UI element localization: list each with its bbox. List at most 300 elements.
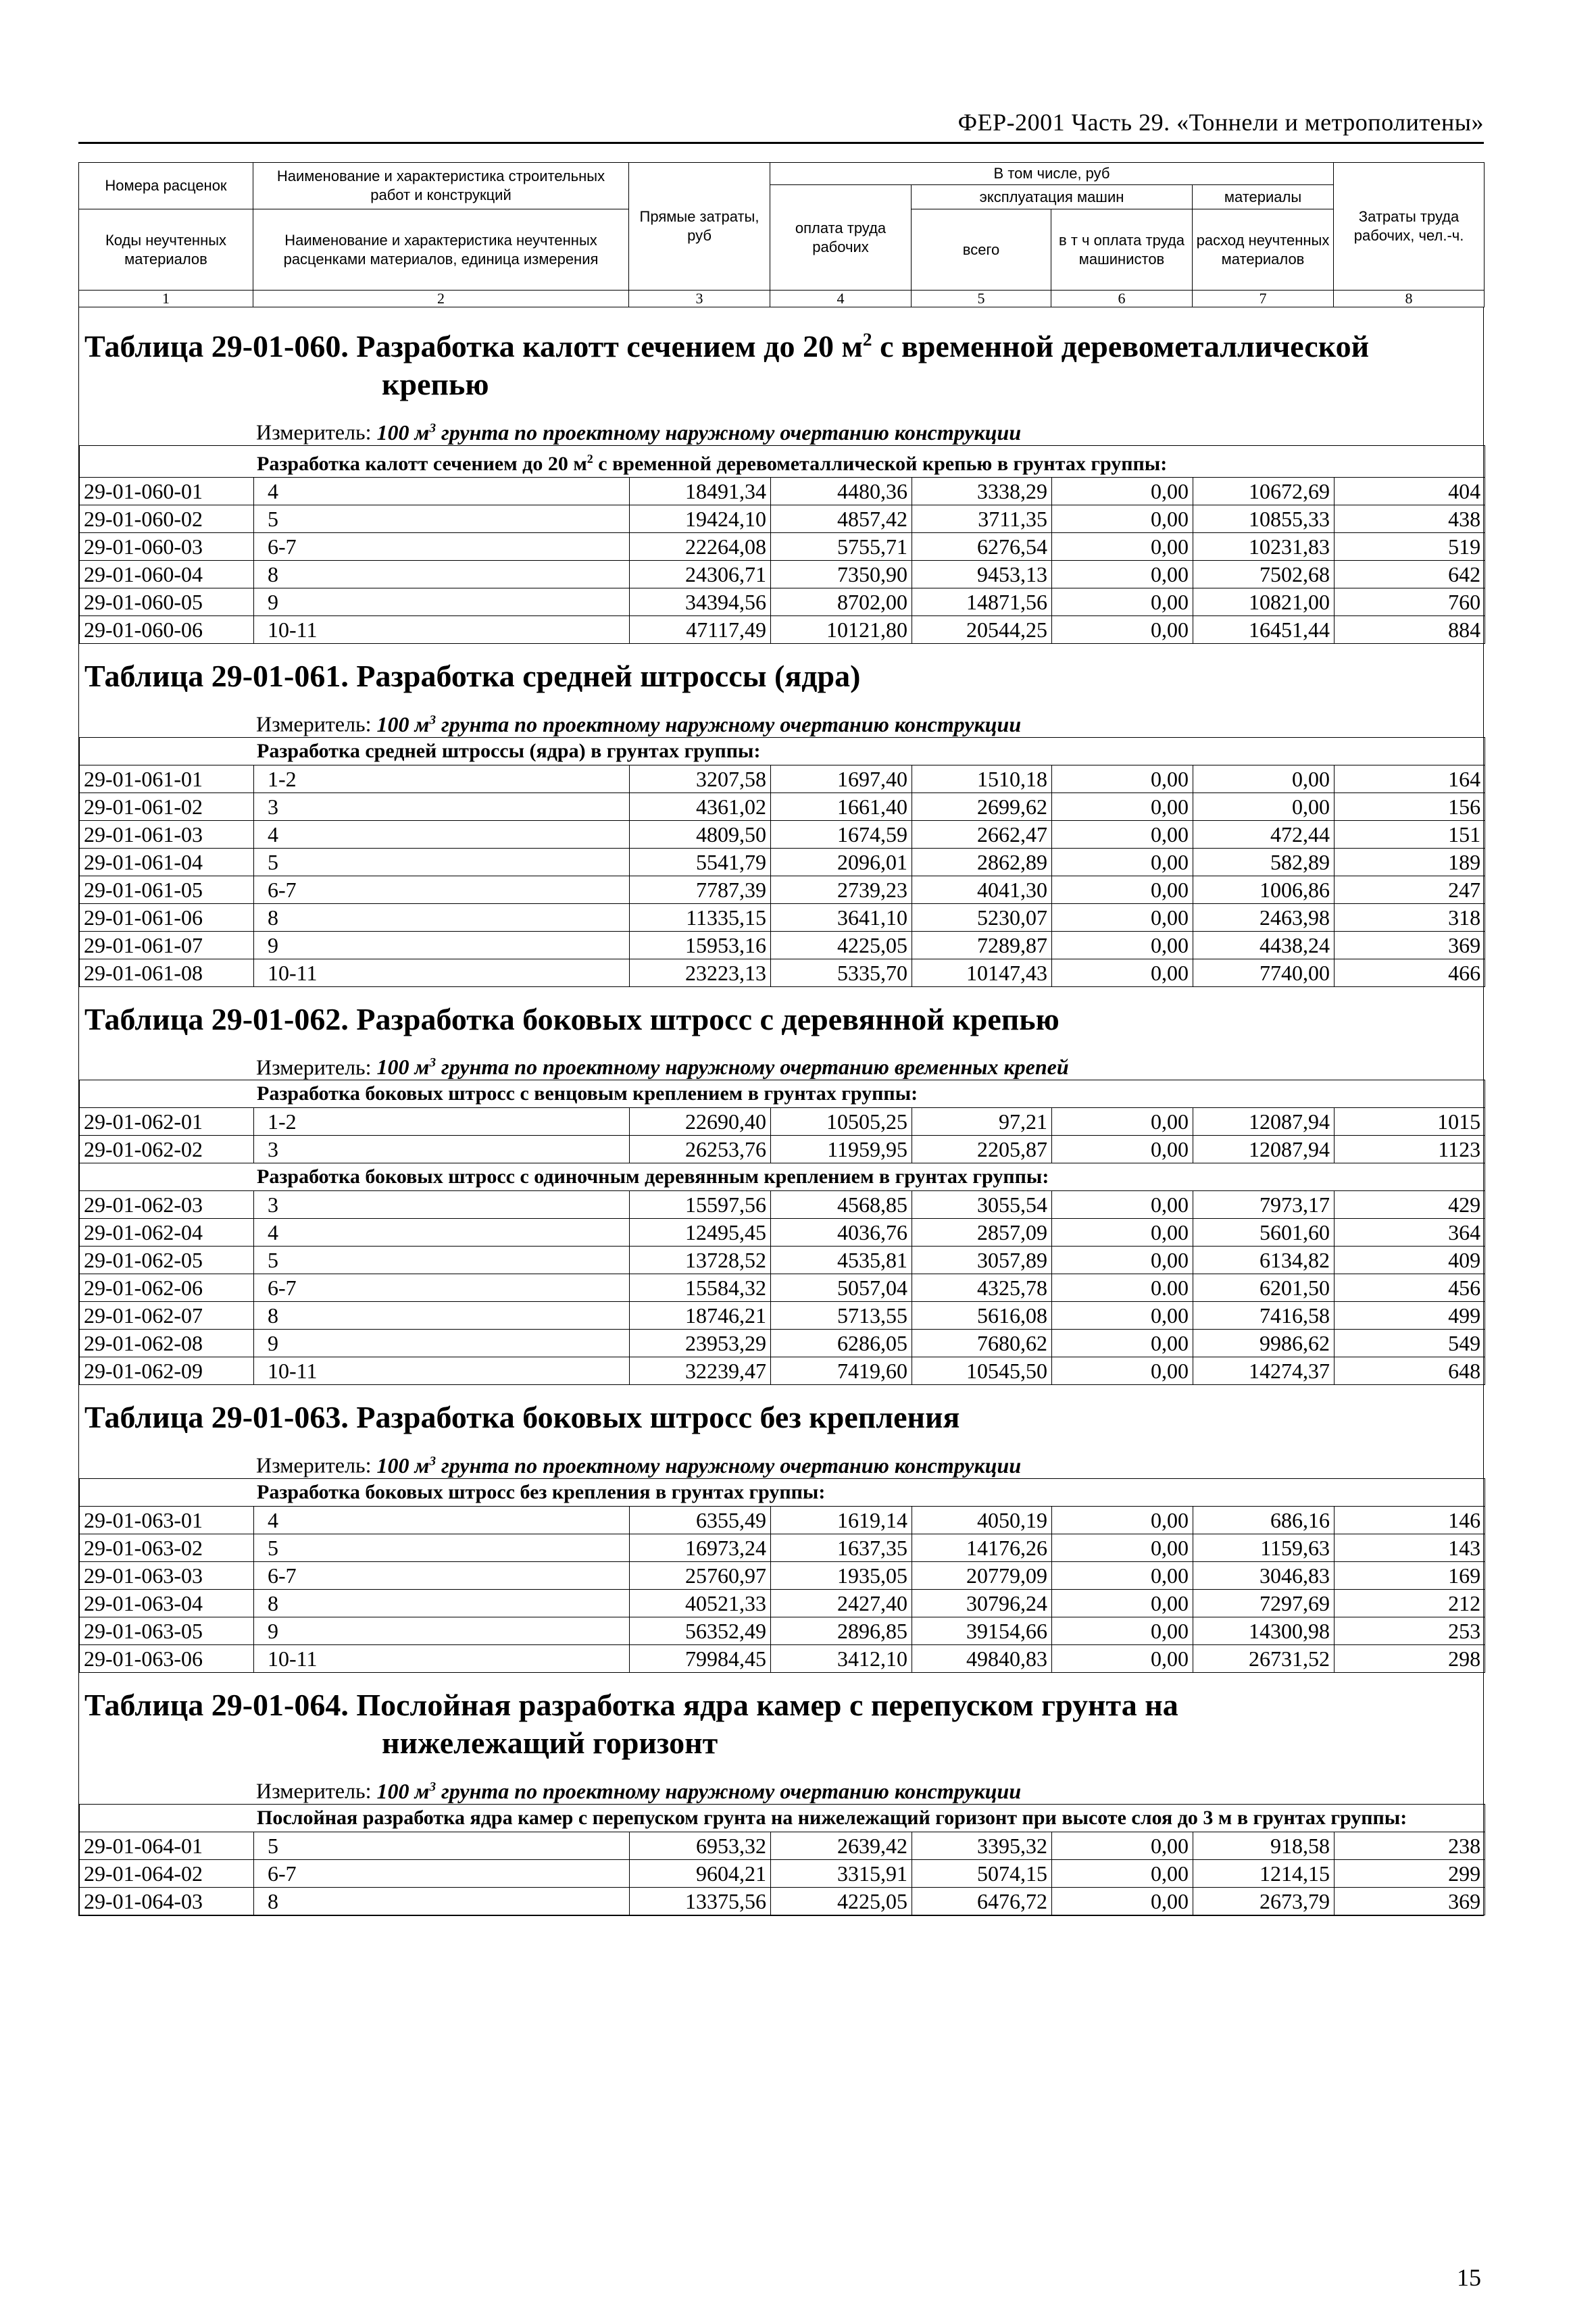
- machines-total-cell: 39154,66: [912, 1617, 1052, 1644]
- soil-group-cell: 9: [254, 1617, 630, 1644]
- machines-total-cell: 4050,19: [912, 1506, 1052, 1534]
- table-row: [80, 1302, 1485, 1330]
- material-use-cell: 582,89: [1193, 848, 1335, 876]
- group-subtitle: Разработка боковых штросс без крепления в грунтах группы:: [80, 1478, 1485, 1506]
- labor-costs-cell: 760: [1335, 588, 1485, 615]
- direct-costs-cell: 26253,76: [630, 1136, 771, 1163]
- operator-pay-cell: 0,00: [1052, 1357, 1193, 1385]
- operator-pay-cell: 0,00: [1052, 588, 1193, 615]
- rate-table-section: [79, 987, 1483, 1386]
- material-use-cell: 14274,37: [1193, 1357, 1335, 1385]
- worker-pay-cell: 2427,40: [771, 1589, 912, 1617]
- table-title-line: Таблица 29-01-063. Разработка боковых штросс без крепления: [84, 1400, 960, 1435]
- table-title-line: нижележащий горизонт: [382, 1725, 718, 1760]
- material-use-cell: 14300,98: [1193, 1617, 1335, 1644]
- labor-costs-cell: 247: [1335, 876, 1485, 903]
- worker-pay-cell: 2096,01: [771, 848, 912, 876]
- material-use-cell: 10231,83: [1193, 532, 1335, 560]
- direct-costs-cell: 12495,45: [630, 1219, 771, 1247]
- machines-total-cell: 5230,07: [912, 903, 1052, 931]
- soil-group-cell: 8: [254, 560, 630, 588]
- material-use-cell: 7740,00: [1193, 959, 1335, 986]
- header-labor-costs: Затраты труда рабочих, чел.-ч.: [1334, 163, 1485, 291]
- rate-code-cell: 29-01-061-01: [80, 765, 254, 793]
- table-meter: [79, 416, 1483, 445]
- worker-pay-cell: 4535,81: [771, 1247, 912, 1274]
- labor-costs-cell: 642: [1335, 560, 1485, 588]
- soil-group-cell: 3: [254, 1136, 630, 1163]
- material-use-cell: 3046,83: [1193, 1561, 1335, 1589]
- material-use-cell: 10855,33: [1193, 505, 1335, 532]
- table-row: [80, 820, 1485, 848]
- material-use-cell: 7502,68: [1193, 560, 1335, 588]
- rate-code-cell: 29-01-062-07: [80, 1302, 254, 1330]
- rate-tables: [78, 307, 1484, 1916]
- machines-total-cell: 5616,08: [912, 1302, 1052, 1330]
- labor-costs-cell: 253: [1335, 1617, 1485, 1644]
- page: [78, 162, 1484, 1916]
- header-including: В том числе, руб: [770, 163, 1334, 185]
- rate-code-cell: 29-01-060-03: [80, 532, 254, 560]
- rate-code-cell: 29-01-063-01: [80, 1506, 254, 1534]
- table-title-line: Таблица 29-01-061. Разработка средней штроссы (ядра): [84, 658, 861, 693]
- operator-pay-cell: 0,00: [1052, 1330, 1193, 1357]
- direct-costs-cell: 4809,50: [630, 820, 771, 848]
- material-use-cell: 16451,44: [1193, 615, 1335, 643]
- worker-pay-cell: 2739,23: [771, 876, 912, 903]
- direct-costs-cell: 22690,40: [630, 1108, 771, 1136]
- machines-total-cell: 2205,87: [912, 1136, 1052, 1163]
- table-title-line: Таблица 29-01-060. Разработка калотт сечением до 20 $м^2$ с временной деревометаллической: [84, 329, 1370, 364]
- machines-total-cell: 3711,35: [912, 505, 1052, 532]
- rate-code-cell: 29-01-063-02: [80, 1534, 254, 1561]
- rate-code-cell: 29-01-062-05: [80, 1247, 254, 1274]
- column-number: 1: [79, 291, 253, 307]
- meter-label: Измеритель:: [256, 1453, 372, 1478]
- operator-pay-cell: 0,00: [1052, 1832, 1193, 1859]
- table-row: [80, 903, 1485, 931]
- rates-table: [79, 1804, 1485, 1915]
- table-row: [80, 1887, 1485, 1915]
- soil-group-cell: 5: [254, 1534, 630, 1561]
- soil-group-cell: 8: [254, 1589, 630, 1617]
- table-row: [80, 1832, 1485, 1859]
- direct-costs-cell: 18491,34: [630, 477, 771, 505]
- machines-total-cell: 7680,62: [912, 1330, 1052, 1357]
- direct-costs-cell: 24306,71: [630, 560, 771, 588]
- direct-costs-cell: 22264,08: [630, 532, 771, 560]
- rate-code-cell: 29-01-061-02: [80, 793, 254, 820]
- direct-costs-cell: 15584,32: [630, 1274, 771, 1302]
- header-direct-costs: Прямые затраты, руб: [629, 163, 770, 291]
- worker-pay-cell: 11959,95: [771, 1136, 912, 1163]
- labor-costs-cell: 364: [1335, 1219, 1485, 1247]
- group-subtitle: Разработка калотт сечением до 20 $м^2$ с временной деревометаллической крепью в грунтах группы:: [80, 445, 1485, 477]
- labor-costs-cell: 143: [1335, 1534, 1485, 1561]
- labor-costs-cell: 189: [1335, 848, 1485, 876]
- rate-code-cell: 29-01-060-06: [80, 615, 254, 643]
- rate-code-cell: 29-01-062-01: [80, 1108, 254, 1136]
- labor-costs-cell: 169: [1335, 1561, 1485, 1589]
- table-title: [79, 1385, 1483, 1443]
- rate-code-cell: 29-01-063-06: [80, 1644, 254, 1672]
- labor-costs-cell: 429: [1335, 1191, 1485, 1219]
- machines-total-cell: 7289,87: [912, 931, 1052, 959]
- direct-costs-cell: 32239,47: [630, 1357, 771, 1385]
- worker-pay-cell: 3412,10: [771, 1644, 912, 1672]
- worker-pay-cell: 4225,05: [771, 1887, 912, 1915]
- header-materials: материалы: [1193, 185, 1334, 209]
- meter-label: Измеритель:: [256, 711, 372, 736]
- meter-label: Измеритель:: [256, 1055, 372, 1080]
- operator-pay-cell: 0,00: [1052, 1191, 1193, 1219]
- soil-group-cell: 8: [254, 1302, 630, 1330]
- worker-pay-cell: 1661,40: [771, 793, 912, 820]
- table-title: [79, 644, 1483, 702]
- direct-costs-cell: 4361,02: [630, 793, 771, 820]
- material-use-cell: 7973,17: [1193, 1191, 1335, 1219]
- table-row: [80, 959, 1485, 986]
- material-use-cell: 10672,69: [1193, 477, 1335, 505]
- operator-pay-cell: 0,00: [1052, 1617, 1193, 1644]
- soil-group-cell: 9: [254, 931, 630, 959]
- soil-group-cell: 3: [254, 793, 630, 820]
- operator-pay-cell: 0,00: [1052, 560, 1193, 588]
- header-machines: эксплуатация машин: [912, 185, 1193, 209]
- direct-costs-cell: 34394,56: [630, 588, 771, 615]
- soil-group-cell: 10-11: [254, 615, 630, 643]
- material-use-cell: 10821,00: [1193, 588, 1335, 615]
- rate-code-cell: 29-01-064-02: [80, 1859, 254, 1887]
- machines-total-cell: 97,21: [912, 1108, 1052, 1136]
- meter-value: 100 $м^3$ грунта по проектному наружному очертанию конструкции: [376, 420, 1022, 445]
- rate-table-section: [79, 1385, 1483, 1673]
- soil-group-cell: 9: [254, 1330, 630, 1357]
- machines-total-cell: 4041,30: [912, 876, 1052, 903]
- operator-pay-cell: 0,00: [1052, 1644, 1193, 1672]
- worker-pay-cell: 4480,36: [771, 477, 912, 505]
- machines-total-cell: 2862,89: [912, 848, 1052, 876]
- table-title: [79, 987, 1483, 1045]
- soil-group-cell: 5: [254, 1832, 630, 1859]
- rate-code-cell: 29-01-062-06: [80, 1274, 254, 1302]
- rate-code-cell: 29-01-061-04: [80, 848, 254, 876]
- material-use-cell: 6134,82: [1193, 1247, 1335, 1274]
- table-title-line: Таблица 29-01-062. Разработка боковых штросс с деревянной крепью: [84, 1001, 1059, 1036]
- soil-group-cell: 6-7: [254, 876, 630, 903]
- machines-total-cell: 2857,09: [912, 1219, 1052, 1247]
- worker-pay-cell: 7350,90: [771, 560, 912, 588]
- table-row: [80, 876, 1485, 903]
- rate-code-cell: 29-01-064-03: [80, 1887, 254, 1915]
- running-head: ФЕР-2001 Часть 29. «Тоннели и метрополитены»: [957, 109, 1484, 136]
- soil-group-cell: 1-2: [254, 1108, 630, 1136]
- material-use-cell: 0,00: [1193, 793, 1335, 820]
- rates-table: [79, 445, 1485, 644]
- machines-total-cell: 2699,62: [912, 793, 1052, 820]
- direct-costs-cell: 16973,24: [630, 1534, 771, 1561]
- worker-pay-cell: 1697,40: [771, 765, 912, 793]
- operator-pay-cell: 0,00: [1052, 820, 1193, 848]
- material-use-cell: 4438,24: [1193, 931, 1335, 959]
- table-row: [80, 505, 1485, 532]
- table-row: [80, 477, 1485, 505]
- table-row: [80, 1534, 1485, 1561]
- rate-code-cell: 29-01-064-01: [80, 1832, 254, 1859]
- rate-code-cell: 29-01-063-03: [80, 1561, 254, 1589]
- labor-costs-cell: 238: [1335, 1832, 1485, 1859]
- direct-costs-cell: 6355,49: [630, 1506, 771, 1534]
- soil-group-cell: 5: [254, 848, 630, 876]
- machines-total-cell: 3055,54: [912, 1191, 1052, 1219]
- table-row: [80, 793, 1485, 820]
- group-subtitle: Разработка средней штроссы (ядра) в грунтах группы:: [80, 737, 1485, 765]
- table-title-line: крепью: [382, 367, 489, 402]
- operator-pay-cell: 0,00: [1052, 1247, 1193, 1274]
- soil-group-cell: 6-7: [254, 532, 630, 560]
- labor-costs-cell: 369: [1335, 1887, 1485, 1915]
- worker-pay-cell: 1674,59: [771, 820, 912, 848]
- labor-costs-cell: 549: [1335, 1330, 1485, 1357]
- header-rate-numbers: Номера расценок: [79, 163, 253, 209]
- worker-pay-cell: 4036,76: [771, 1219, 912, 1247]
- machines-total-cell: 10147,43: [912, 959, 1052, 986]
- soil-group-cell: 3: [254, 1191, 630, 1219]
- operator-pay-cell: 0.00: [1052, 1274, 1193, 1302]
- table-row: [80, 1274, 1485, 1302]
- material-use-cell: 12087,94: [1193, 1108, 1335, 1136]
- group-subtitle: Разработка боковых штросс с одиночным деревянным креплением в грунтах группы:: [80, 1163, 1485, 1191]
- operator-pay-cell: 0,00: [1052, 876, 1193, 903]
- machines-total-cell: 9453,13: [912, 560, 1052, 588]
- operator-pay-cell: 0,00: [1052, 848, 1193, 876]
- operator-pay-cell: 0,00: [1052, 1887, 1193, 1915]
- worker-pay-cell: 4857,42: [771, 505, 912, 532]
- worker-pay-cell: 7419,60: [771, 1357, 912, 1385]
- table-row: [80, 1357, 1485, 1385]
- table-title: [79, 1673, 1483, 1769]
- machines-total-cell: 14871,56: [912, 588, 1052, 615]
- table-row: [80, 532, 1485, 560]
- header-work-name: Наименование и характеристика строительных работ и конструкций: [253, 163, 629, 209]
- worker-pay-cell: 5057,04: [771, 1274, 912, 1302]
- table-row: [80, 1617, 1485, 1644]
- operator-pay-cell: 0,00: [1052, 1859, 1193, 1887]
- machines-total-cell: 10545,50: [912, 1357, 1052, 1385]
- worker-pay-cell: 3641,10: [771, 903, 912, 931]
- labor-costs-cell: 298: [1335, 1644, 1485, 1672]
- labor-costs-cell: 438: [1335, 505, 1485, 532]
- header-material-use: расход неучтенных материалов: [1193, 209, 1334, 291]
- table-row: [80, 1859, 1485, 1887]
- worker-pay-cell: 1619,14: [771, 1506, 912, 1534]
- labor-costs-cell: 156: [1335, 793, 1485, 820]
- operator-pay-cell: 0,00: [1052, 931, 1193, 959]
- table-row: [80, 765, 1485, 793]
- direct-costs-cell: 18746,21: [630, 1302, 771, 1330]
- labor-costs-cell: 164: [1335, 765, 1485, 793]
- table-meter: [79, 707, 1483, 737]
- table-row: [80, 588, 1485, 615]
- labor-costs-cell: 146: [1335, 1506, 1485, 1534]
- direct-costs-cell: 6953,32: [630, 1832, 771, 1859]
- worker-pay-cell: 2896,85: [771, 1617, 912, 1644]
- direct-costs-cell: 15597,56: [630, 1191, 771, 1219]
- direct-costs-cell: 13728,52: [630, 1247, 771, 1274]
- worker-pay-cell: 10505,25: [771, 1108, 912, 1136]
- column-header-table: [78, 162, 1485, 307]
- soil-group-cell: 4: [254, 477, 630, 505]
- soil-group-cell: 4: [254, 1219, 630, 1247]
- rate-code-cell: 29-01-061-06: [80, 903, 254, 931]
- material-use-cell: 2463,98: [1193, 903, 1335, 931]
- worker-pay-cell: 5713,55: [771, 1302, 912, 1330]
- table-row: [80, 1191, 1485, 1219]
- header-worker-pay: оплата труда рабочих: [770, 185, 912, 291]
- direct-costs-cell: 7787,39: [630, 876, 771, 903]
- soil-group-cell: 9: [254, 588, 630, 615]
- soil-group-cell: 10-11: [254, 1357, 630, 1385]
- meter-value: 100 $м^3$ грунта по проектному наружному очертанию временных крепей: [376, 1055, 1069, 1080]
- page-number: 15: [1457, 2264, 1481, 2291]
- rate-code-cell: 29-01-062-09: [80, 1357, 254, 1385]
- operator-pay-cell: 0,00: [1052, 765, 1193, 793]
- rate-table-section: [79, 644, 1483, 987]
- column-number: 4: [770, 291, 912, 307]
- direct-costs-cell: 56352,49: [630, 1617, 771, 1644]
- machines-total-cell: 5074,15: [912, 1859, 1052, 1887]
- labor-costs-cell: 151: [1335, 820, 1485, 848]
- table-row: [80, 1561, 1485, 1589]
- machines-total-cell: 30796,24: [912, 1589, 1052, 1617]
- worker-pay-cell: 5755,71: [771, 532, 912, 560]
- machines-total-cell: 2662,47: [912, 820, 1052, 848]
- group-subtitle: Разработка боковых штросс с венцовым креплением в грунтах группы:: [80, 1080, 1485, 1108]
- direct-costs-cell: 15953,16: [630, 931, 771, 959]
- material-use-cell: 5601,60: [1193, 1219, 1335, 1247]
- meter-label: Измеритель:: [256, 1778, 372, 1803]
- rate-code-cell: 29-01-063-04: [80, 1589, 254, 1617]
- rate-code-cell: 29-01-060-04: [80, 560, 254, 588]
- column-number: 3: [629, 291, 770, 307]
- table-row: [80, 1589, 1485, 1617]
- material-use-cell: 1006,86: [1193, 876, 1335, 903]
- table-row: [80, 615, 1485, 643]
- machines-total-cell: 6276,54: [912, 532, 1052, 560]
- operator-pay-cell: 0,00: [1052, 959, 1193, 986]
- soil-group-cell: 6-7: [254, 1859, 630, 1887]
- machines-total-cell: 4325,78: [912, 1274, 1052, 1302]
- operator-pay-cell: 0,00: [1052, 532, 1193, 560]
- column-number: 8: [1334, 291, 1485, 307]
- rate-code-cell: 29-01-062-03: [80, 1191, 254, 1219]
- soil-group-cell: 4: [254, 1506, 630, 1534]
- soil-group-cell: 4: [254, 820, 630, 848]
- labor-costs-cell: 318: [1335, 903, 1485, 931]
- machines-total-cell: 6476,72: [912, 1887, 1052, 1915]
- labor-costs-cell: 456: [1335, 1274, 1485, 1302]
- operator-pay-cell: 0,00: [1052, 615, 1193, 643]
- table-meter: [79, 1774, 1483, 1804]
- direct-costs-cell: 13375,56: [630, 1887, 771, 1915]
- column-number: 7: [1193, 291, 1334, 307]
- machines-total-cell: 20779,09: [912, 1561, 1052, 1589]
- labor-costs-cell: 499: [1335, 1302, 1485, 1330]
- meter-value: 100 $м^3$ грунта по проектному наружному очертанию конструкции: [376, 1453, 1022, 1478]
- labor-costs-cell: 884: [1335, 615, 1485, 643]
- column-number: 5: [912, 291, 1051, 307]
- column-number: 2: [253, 291, 629, 307]
- direct-costs-cell: 25760,97: [630, 1561, 771, 1589]
- rate-code-cell: 29-01-061-05: [80, 876, 254, 903]
- table-row: [80, 1330, 1485, 1357]
- soil-group-cell: 10-11: [254, 1644, 630, 1672]
- direct-costs-cell: 47117,49: [630, 615, 771, 643]
- rate-code-cell: 29-01-060-02: [80, 505, 254, 532]
- machines-total-cell: 3057,89: [912, 1247, 1052, 1274]
- worker-pay-cell: 4568,85: [771, 1191, 912, 1219]
- worker-pay-cell: 1637,35: [771, 1534, 912, 1561]
- rate-code-cell: 29-01-061-08: [80, 959, 254, 986]
- material-use-cell: 686,16: [1193, 1506, 1335, 1534]
- soil-group-cell: 6-7: [254, 1274, 630, 1302]
- labor-costs-cell: 369: [1335, 931, 1485, 959]
- rate-code-cell: 29-01-060-01: [80, 477, 254, 505]
- rate-code-cell: 29-01-061-07: [80, 931, 254, 959]
- rate-table-section: [79, 1673, 1483, 1915]
- direct-costs-cell: 5541,79: [630, 848, 771, 876]
- rates-table: [79, 737, 1485, 987]
- operator-pay-cell: 0,00: [1052, 1302, 1193, 1330]
- machines-total-cell: 20544,25: [912, 615, 1052, 643]
- labor-costs-cell: 299: [1335, 1859, 1485, 1887]
- labor-costs-cell: 212: [1335, 1589, 1485, 1617]
- labor-costs-cell: 466: [1335, 959, 1485, 986]
- direct-costs-cell: 11335,15: [630, 903, 771, 931]
- rate-code-cell: 29-01-061-03: [80, 820, 254, 848]
- material-use-cell: 2673,79: [1193, 1887, 1335, 1915]
- operator-pay-cell: 0,00: [1052, 1136, 1193, 1163]
- table-title: [79, 307, 1483, 410]
- table-row: [80, 560, 1485, 588]
- soil-group-cell: 5: [254, 1247, 630, 1274]
- labor-costs-cell: 409: [1335, 1247, 1485, 1274]
- table-row: [80, 1136, 1485, 1163]
- direct-costs-cell: 9604,21: [630, 1859, 771, 1887]
- rate-code-cell: 29-01-060-05: [80, 588, 254, 615]
- direct-costs-cell: 23223,13: [630, 959, 771, 986]
- header-rule: [78, 142, 1484, 144]
- rate-code-cell: 29-01-062-02: [80, 1136, 254, 1163]
- machines-total-cell: 14176,26: [912, 1534, 1052, 1561]
- column-number: 6: [1051, 291, 1193, 307]
- operator-pay-cell: 0,00: [1052, 505, 1193, 532]
- table-row: [80, 931, 1485, 959]
- worker-pay-cell: 3315,91: [771, 1859, 912, 1887]
- material-use-cell: 918,58: [1193, 1832, 1335, 1859]
- operator-pay-cell: 0,00: [1052, 793, 1193, 820]
- direct-costs-cell: 23953,29: [630, 1330, 771, 1357]
- material-use-cell: 1159,63: [1193, 1534, 1335, 1561]
- operator-pay-cell: 0,00: [1052, 1219, 1193, 1247]
- worker-pay-cell: 1935,05: [771, 1561, 912, 1589]
- material-use-cell: 7416,58: [1193, 1302, 1335, 1330]
- labor-costs-cell: 648: [1335, 1357, 1485, 1385]
- machines-total-cell: 3338,29: [912, 477, 1052, 505]
- material-use-cell: 6201,50: [1193, 1274, 1335, 1302]
- material-use-cell: 0,00: [1193, 765, 1335, 793]
- material-use-cell: 1214,15: [1193, 1859, 1335, 1887]
